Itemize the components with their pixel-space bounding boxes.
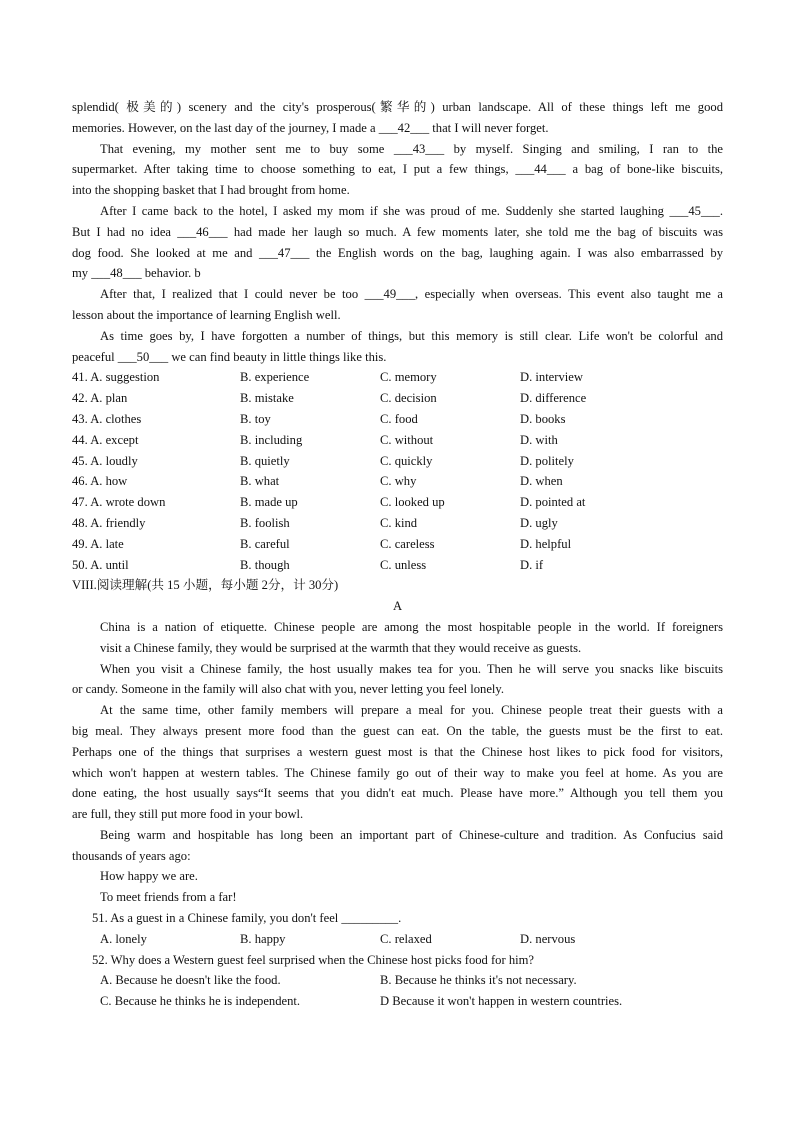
- exam-page: [72, 97, 723, 1012]
- passage-line: visit a Chinese family, they would be surprised at the warmth that they would receive as guests.: [100, 640, 582, 655]
- option-row: [72, 430, 723, 451]
- option-c: C. kind: [380, 515, 418, 530]
- option-b: B. careful: [240, 536, 290, 551]
- option-b: B. foolish: [240, 515, 290, 530]
- option-c: C. without: [380, 432, 434, 447]
- passage-line: After that, I realized that I could never be too ___49___, especially when overseas. This event also taught me a: [100, 287, 723, 302]
- option-d: D. ugly: [520, 515, 558, 530]
- option-b: B. quietly: [240, 453, 290, 468]
- option-a: 44. A. except: [72, 432, 139, 447]
- passage-line: lesson about the importance of learning English well.: [72, 307, 341, 322]
- option-c: C. looked up: [380, 495, 445, 510]
- option-row: [72, 409, 723, 430]
- option-a: 41. A. suggestion: [72, 370, 160, 385]
- option-a: 47. A. wrote down: [72, 495, 166, 510]
- option-row: [72, 471, 723, 492]
- option-d: D. helpful: [520, 536, 572, 551]
- passage-line: dog food. She looked at me and ___47___ the English words on the bag, laughing again. I was also embarrassed by: [72, 245, 723, 260]
- option-b: B. experience: [240, 370, 310, 385]
- passage-line: As time goes by, I have forgotten a number of things, but this memory is still clear. Life won't be colorful and: [100, 328, 723, 343]
- option-a: A. lonely: [100, 931, 147, 946]
- option-c: C. why: [380, 474, 417, 489]
- passage-line: which won't happen at western tables. The Chinese family go out of their way to make you feel at home. As you are: [72, 765, 723, 780]
- passage-line: done eating, the host usually says“It seems that you didn't eat much. Please have more.” Although you tell them you: [72, 786, 723, 801]
- question-51: [72, 908, 723, 950]
- passage-line: After I came back to the hotel, I asked my mom if she was proud of me. Suddenly she started laughing ___45___.: [100, 203, 723, 218]
- option-row: [72, 492, 723, 513]
- cloze-passage: [72, 97, 723, 367]
- option-c: C. unless: [380, 557, 427, 572]
- option-a: 43. A. clothes: [72, 411, 142, 426]
- passage-line: thousands of years ago:: [72, 848, 191, 863]
- passage-line: At the same time, other family members will prepare a meal for you. Chinese people treat their guests with a: [100, 703, 723, 718]
- passage-line: into the shopping basket that I had brought from home.: [72, 183, 350, 198]
- cloze-options: [72, 367, 723, 575]
- option-c: C. Because he thinks he is independent.: [100, 994, 301, 1009]
- option-row: [72, 367, 723, 388]
- question-options: [72, 991, 723, 1012]
- section-header: VIII.阅读理解(共 15 小题，每小题 2分，计 30分): [72, 578, 339, 593]
- passage-line: When you visit a Chinese family, the host usually makes tea for you. Then he will serve you snacks like biscuits: [100, 661, 723, 676]
- passage-line: But I had no idea ___46___ had made her laugh so much. A few moments later, she told me the bag of biscuits was: [72, 224, 723, 239]
- option-row: [72, 555, 723, 576]
- question-options: [72, 970, 723, 991]
- option-d: D. difference: [520, 391, 587, 406]
- option-c: C. food: [380, 411, 418, 426]
- option-d: D. politely: [520, 453, 574, 468]
- option-row: [72, 388, 723, 409]
- reading-passage-a: [72, 596, 723, 908]
- passage-line: memories. However, on the last day of the journey, I made a ___42___ that I will never forget.: [72, 120, 549, 135]
- option-row: [72, 513, 723, 534]
- option-a: 49. A. late: [72, 536, 124, 551]
- option-b: B. Because he thinks it's not necessary.: [380, 973, 577, 988]
- option-d: D Because it won't happen in western countries.: [380, 994, 623, 1009]
- passage-line: my ___48___ behavior. b: [72, 266, 201, 281]
- question-stem: 52. Why does a Western guest feel surprised when the Chinese host picks food for him?: [92, 952, 535, 967]
- passage-label: A: [392, 599, 403, 614]
- option-d: D. books: [520, 411, 566, 426]
- passage-line: China is a nation of etiquette. Chinese people are among the most hospitable people in the world. If foreigners: [100, 619, 723, 634]
- option-a: 46. A. how: [72, 474, 128, 489]
- option-d: D. if: [520, 557, 544, 572]
- question-options: [72, 929, 723, 950]
- option-row: [72, 451, 723, 472]
- option-b: B. made up: [240, 495, 298, 510]
- passage-line: To meet friends from a far!: [100, 890, 237, 905]
- option-c: C. relaxed: [380, 931, 432, 946]
- option-d: D. interview: [520, 370, 583, 385]
- question-52: [72, 950, 723, 1012]
- option-a: 45. A. loudly: [72, 453, 138, 468]
- option-d: D. nervous: [520, 931, 576, 946]
- option-row: [72, 534, 723, 555]
- option-a: 50. A. until: [72, 557, 129, 572]
- passage-line: That evening, my mother sent me to buy some ___43___ by myself. Singing and smiling, I ran to the: [100, 141, 723, 156]
- passage-line: Being warm and hospitable has long been an important part of Chinese-culture and tradition. As Confucius said: [100, 827, 723, 842]
- passage-line: supermarket. After taking time to choose something to eat, I put a few things, ___44___ a bag of bone-like biscuits,: [72, 162, 723, 177]
- passage-line: peaceful ___50___ we can find beauty in little things like this.: [72, 349, 387, 364]
- option-b: B. though: [240, 557, 290, 572]
- question-stem: 51. As a guest in a Chinese family, you don't feel _________.: [92, 911, 402, 926]
- option-c: C. careless: [380, 536, 435, 551]
- passage-line: splendid( 极美的) scenery and the city's prosperous(繁华的) urban landscape. All of these things left me good: [72, 100, 723, 114]
- option-d: D. when: [520, 474, 563, 489]
- option-a: 42. A. plan: [72, 391, 128, 406]
- option-c: C. decision: [380, 391, 437, 406]
- passage-line: Perhaps one of the things that surprises a western guest most is that the Chinese host likes to pick food for visitors,: [72, 744, 723, 759]
- option-d: D. with: [520, 432, 558, 447]
- passage-line: big meal. They always present more food than the guest can eat. On the table, the guests must be the first to eat.: [72, 723, 723, 738]
- option-b: B. happy: [240, 931, 286, 946]
- option-b: B. toy: [240, 411, 271, 426]
- option-d: D. pointed at: [520, 495, 586, 510]
- option-b: B. mistake: [240, 391, 294, 406]
- option-b: B. including: [240, 432, 303, 447]
- option-c: C. memory: [380, 370, 437, 385]
- passage-line: How happy we are.: [100, 869, 198, 884]
- option-a: A. Because he doesn't like the food.: [100, 973, 281, 988]
- option-a: 48. A. friendly: [72, 515, 146, 530]
- option-b: B. what: [240, 474, 280, 489]
- passage-line: are full, they still put more food in your bowl.: [72, 807, 304, 822]
- passage-line: or candy. Someone in the family will also chat with you, never letting you feel lonely.: [72, 682, 505, 697]
- option-c: C. quickly: [380, 453, 433, 468]
